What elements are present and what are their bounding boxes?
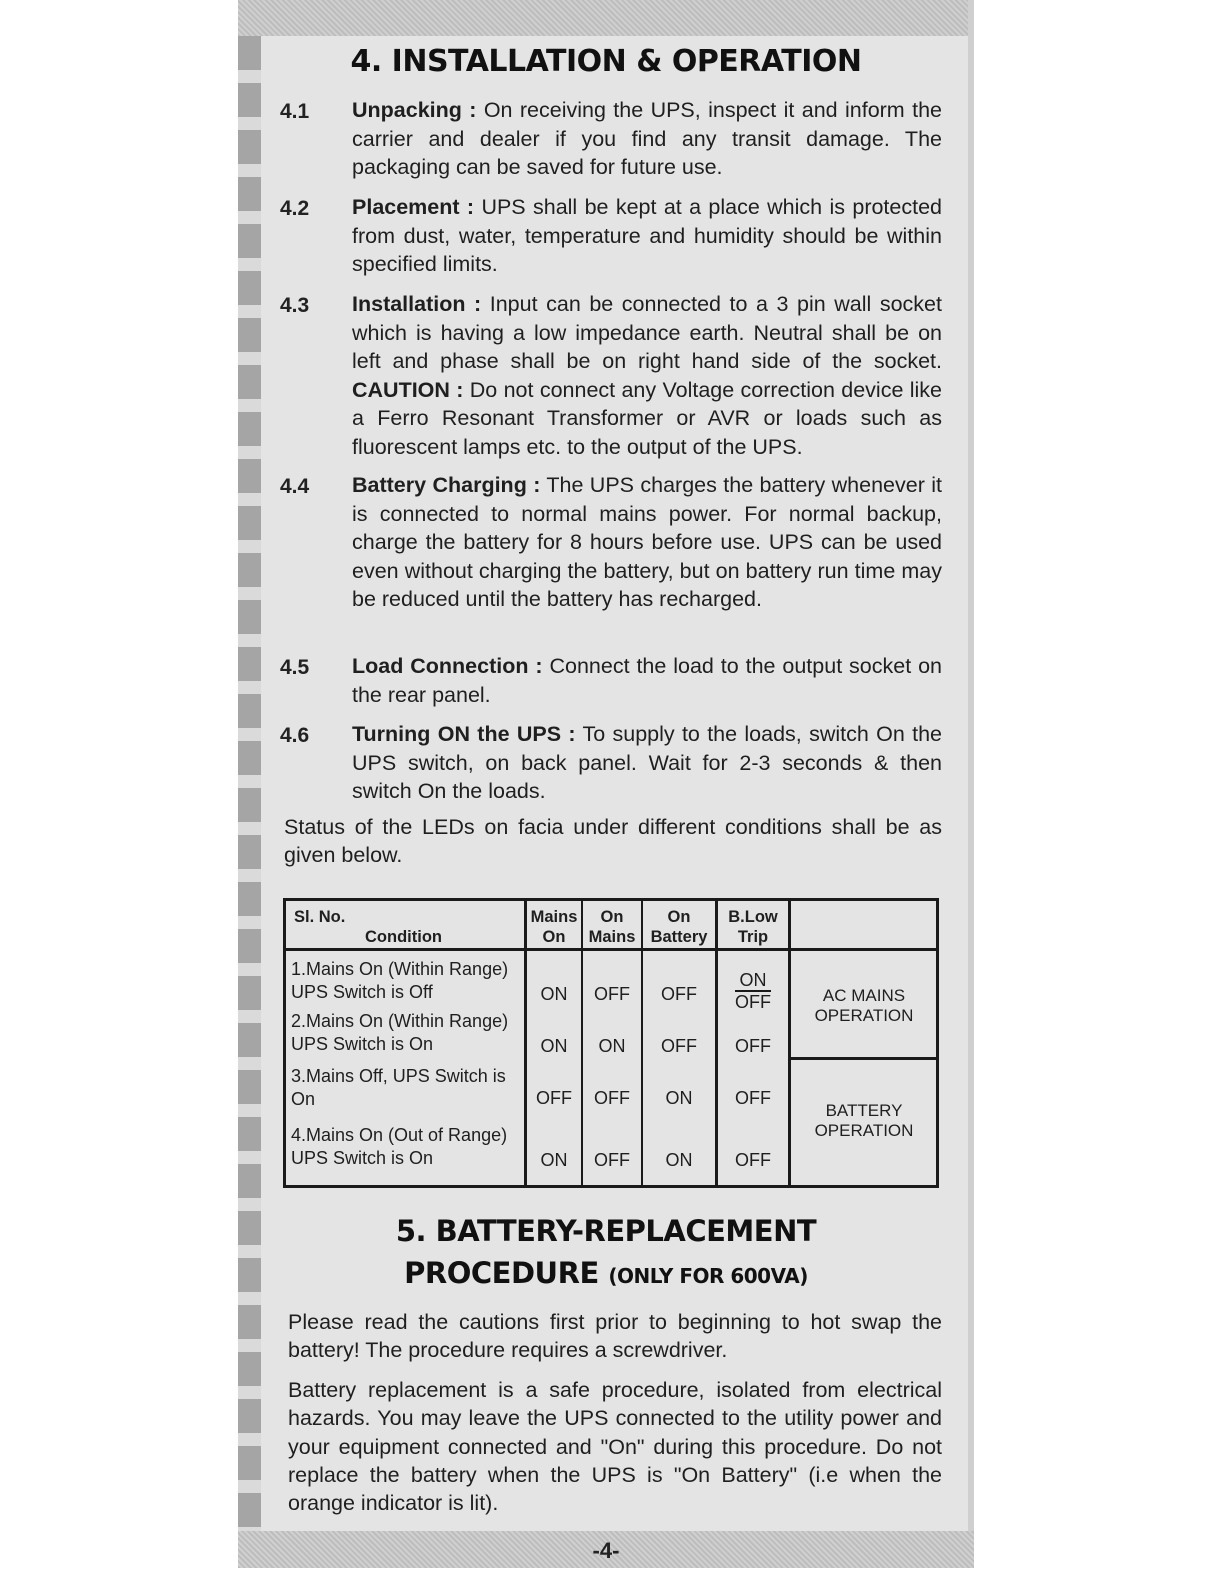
header-on-battery: On Battery xyxy=(650,908,708,946)
section-5-para-1: Please read the cautions first prior to beginning to hot swap the battery! The procedure requires a screwdriver. xyxy=(288,1310,942,1363)
b-low-trip-off: OFF xyxy=(735,992,771,1012)
led-status-table xyxy=(283,898,939,1188)
row-2-on-mains: ON xyxy=(598,1036,626,1056)
scan-top-border xyxy=(238,0,974,36)
row-3-b-low-trip: OFF xyxy=(735,1088,771,1108)
row-3-condition: 3.Mains Off, UPS Switch is On xyxy=(291,1066,506,1109)
item-number: 4.6 xyxy=(280,724,310,747)
item-number: 4.1 xyxy=(280,100,310,123)
item-body xyxy=(352,96,942,182)
mode-ac-mains: AC MAINS OPERATION xyxy=(814,986,914,1025)
section-5-para-2: Battery replacement is a safe procedure, isolated from electrical hazards. You may leave the UPS connected to the utility power and your equipment connected and "On" during this procedure. Do not replace the battery when the UPS is "On Battery" (i.e when the orange indicator is lit). xyxy=(288,1378,942,1516)
mode-battery: BATTERY OPERATION xyxy=(814,1101,914,1140)
row-1-b-low-trip xyxy=(718,970,788,1013)
row-4-on-mains: OFF xyxy=(594,1150,630,1170)
item-text: To supply to the loads, switch On the UPS switch, on back panel. Wait for 2-3 seconds & then switch On the loads. xyxy=(352,722,943,804)
caution-label: CAUTION : xyxy=(352,377,464,402)
row-2-b-low-trip: OFF xyxy=(735,1036,771,1056)
item-body xyxy=(352,720,942,806)
header-on-mains: On Mains xyxy=(588,908,636,946)
item-body xyxy=(352,652,942,709)
row-2-mains-on: ON xyxy=(540,1036,568,1056)
header-b-low-trip: B.Low Trip xyxy=(728,908,778,946)
page-number: -4- xyxy=(592,1538,620,1563)
caution-text: Do not connect any Voltage correction device like a Ferro Resonant Transformer or AVR or loads such as fluorescent lamps etc. to the output of the UPS. xyxy=(352,377,942,459)
item-body xyxy=(352,471,942,614)
item-text: UPS shall be kept at a place which is protected from dust, water, temperature and humidity should be within specified limits. xyxy=(352,195,942,277)
row-1-condition: 1.Mains On (Within Range) UPS Switch is Off xyxy=(291,959,509,1002)
item-number: 4.2 xyxy=(280,197,310,220)
row-4-on-battery: ON xyxy=(665,1150,693,1170)
binding-strip xyxy=(238,36,261,1531)
status-intro: Status of the LEDs on facia under different conditions shall be as given below. xyxy=(284,815,942,868)
row-2-on-battery: OFF xyxy=(661,1036,697,1056)
section-5-title: 5. BATTERY-REPLACEMENT xyxy=(395,1214,817,1248)
section-4-title: 4. INSTALLATION & OPERATION xyxy=(350,44,862,79)
item-label: Turning ON the UPS : xyxy=(352,722,576,746)
b-low-trip-on: ON xyxy=(735,970,771,992)
section-5-subtitle xyxy=(238,1256,974,1290)
row-2-condition: 2.Mains On (Within Range) UPS Switch is On xyxy=(291,1011,509,1054)
item-label: Installation : xyxy=(352,292,482,316)
row-4-mains-on: ON xyxy=(540,1150,568,1170)
header-condition: Condition xyxy=(365,928,442,946)
item-text: On receiving the UPS, inspect it and inform the carrier and dealer if you find any transit damage. The packaging can be saved for future use. xyxy=(352,98,942,180)
item-label: Placement : xyxy=(352,195,475,219)
row-4-condition: 4.Mains On (Out of Range) UPS Switch is On xyxy=(291,1125,508,1168)
item-label: Battery Charging : xyxy=(352,473,541,497)
item-number: 4.4 xyxy=(280,475,310,498)
row-1-mains-on: ON xyxy=(540,984,568,1004)
section-5-note: (ONLY FOR 600VA) xyxy=(608,1264,808,1288)
row-3-on-mains: OFF xyxy=(594,1088,630,1108)
row-3-mains-on: OFF xyxy=(536,1088,572,1108)
row-4-b-low-trip: OFF xyxy=(735,1150,771,1170)
header-sl-no: Sl. No. xyxy=(294,908,346,926)
row-1-on-mains: OFF xyxy=(594,984,630,1004)
item-label: Unpacking : xyxy=(352,98,477,122)
item-text: Connect the load to the output socket on the rear panel. xyxy=(352,654,943,707)
item-text: Input can be connected to a 3 pin wall socket which is having a low impedance earth. Neutral shall be on left and phase shall be on right hand side of the socket. xyxy=(352,292,942,374)
item-number: 4.5 xyxy=(280,656,310,679)
item-number: 4.3 xyxy=(280,294,310,317)
item-text: The UPS charges the battery whenever it is connected to normal mains power. For normal backup, charge the battery for 8 hours before use. UPS can be used even without charging the battery, but on battery run time may be reduced until the battery has recharged. xyxy=(352,473,942,612)
row-3-on-battery: ON xyxy=(665,1088,693,1108)
manual-page xyxy=(238,0,974,1568)
item-body xyxy=(352,193,942,279)
item-body xyxy=(352,290,942,462)
row-1-on-battery: OFF xyxy=(661,984,697,1004)
header-mains-on: Mains On xyxy=(530,908,578,946)
section-5-title-line2: PROCEDURE xyxy=(404,1256,599,1290)
item-label: Load Connection : xyxy=(352,654,543,678)
scan-right-edge xyxy=(968,0,974,1568)
